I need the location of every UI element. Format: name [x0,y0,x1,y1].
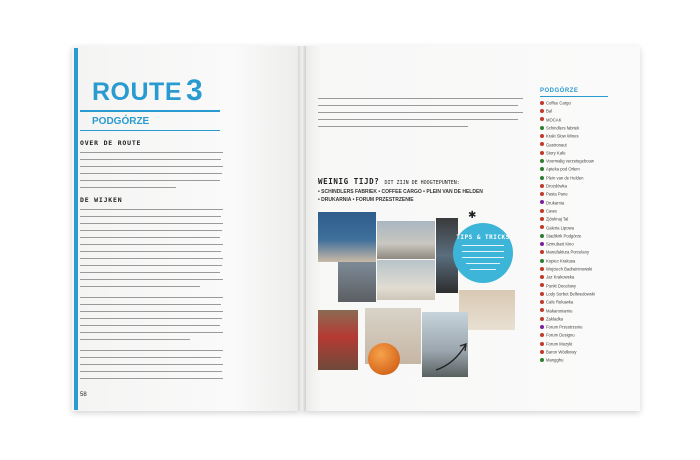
poi-list-item [540,158,594,166]
highlights-line-1: • SCHINDLERS FABRIEK • COFFEE CARGO • PLEIN VAN DE HELDEN [318,189,483,195]
route-number: 3 [186,74,204,107]
poi-marker-icon [540,117,544,121]
poi-label: Pasta Pane [546,191,568,197]
poi-marker-icon [540,350,544,354]
poi-marker-icon [540,126,544,130]
poi-label: Cawa [546,208,557,214]
poi-label: Cafe Rekawka [546,299,574,305]
poi-marker-icon [540,250,544,254]
title-rule [80,110,220,112]
poi-marker-icon [540,101,544,105]
poi-label: Forum Przestrzenie [546,324,583,330]
poi-label: Szmulseit Kino [546,241,574,247]
poi-marker-icon [540,325,544,329]
sidebar-rule [540,96,608,97]
poi-marker-icon [540,225,544,229]
poi-list-item [540,166,580,174]
poi-marker-icon [540,176,544,180]
poi-list-item [540,308,573,316]
poi-label: Apteka pod Orłem [546,166,580,172]
poi-list-item [540,258,575,266]
poi-marker-icon [540,200,544,204]
poi-list-item [540,183,567,191]
poi-list-item [540,324,583,332]
poi-list-item [540,150,566,158]
page-edge-accent [74,48,78,410]
poi-marker-icon [540,242,544,246]
poi-marker-icon [540,151,544,155]
poi-list-item [540,249,589,257]
poi-label: Forum Designu [546,332,575,338]
poi-list-item [540,225,574,233]
poi-marker-icon [540,283,544,287]
poi-label: Kraki Slow Wines [546,133,579,139]
subtitle-rule [80,130,220,131]
poi-label: Kopiec Krakusa [546,258,576,264]
poi-marker-icon [540,192,544,196]
poi-label: Lody Sorbet Bellwedowski [546,291,595,297]
route-word: ROUTE [92,78,182,106]
arrow-doodle-icon [432,336,472,376]
poi-list-item [540,200,564,208]
poi-marker-icon [540,333,544,337]
poi-list-item [540,332,575,340]
section-heading-route: OVER DE ROUTE [80,139,142,147]
poi-list-item [540,357,563,365]
poi-marker-icon [540,167,544,171]
poi-marker-icon [540,308,544,312]
poi-list-item [540,283,576,291]
highlights-heading [318,177,460,186]
poi-label: Forum Muzyki [546,341,573,347]
poi-list-item [540,233,581,241]
poi-label: Wojciech Badraininowski [546,266,593,272]
poi-marker-icon [540,159,544,163]
poi-marker-icon [540,142,544,146]
poi-list-item [540,133,579,141]
poi-label: Stadtkirk Podgórze [546,233,582,239]
poi-list-item [540,142,567,150]
poi-label: Mangghu [546,357,564,363]
poi-marker-icon [540,259,544,263]
photo-building [377,260,435,300]
tips-and-tricks-badge [453,223,513,283]
photo-courtyard [338,262,376,302]
poi-marker-icon [540,300,544,304]
highlights-title: WEINIG TIJD? [318,177,380,186]
poi-marker-icon [540,317,544,321]
poi-label: MOCAK [546,116,562,122]
poi-label: Zakladka [546,316,563,322]
poi-marker-icon [540,342,544,346]
poi-label: Gastronaut [546,141,567,147]
poi-label: Jaz Krakowska [546,274,575,280]
poi-list-item [540,208,557,216]
poi-list-item [540,349,577,357]
poi-marker-icon [540,234,544,238]
poi-list-item [540,108,552,116]
photo-red-building [318,310,358,370]
poi-label: Schindlers fabriek [546,125,580,131]
poi-label: Baron Wódkowy [546,349,577,355]
page-number: 58 [80,392,87,398]
poi-label: Galeria Lipowa [546,224,574,230]
poi-marker-icon [540,134,544,138]
poi-label: Bal [546,108,553,114]
tips-title: TIPS & TRICKS [456,234,510,241]
poi-label: Punkt Docelowy [546,282,577,288]
poi-label: Coffee Cargo [546,100,571,106]
route-title [92,76,203,106]
highlights-subtitle: DIT ZIJN DE HOOGTEPUNTEN: [384,180,460,186]
poi-label: Zjóshnaj Tal [546,216,569,222]
section-heading-wijken: DE WIJKEN [80,196,123,204]
poi-label: Drukarnia [546,199,565,205]
star-doodle-icon: ✱ [468,210,477,221]
poi-list-item [540,316,563,324]
poi-list-item [540,274,574,282]
poi-marker-icon [540,267,544,271]
poi-marker-icon [540,209,544,213]
poi-label: Drozdówka [546,183,567,189]
poi-label: Voormalig verzetsgebouw [546,158,594,164]
poi-marker-icon [540,275,544,279]
route-subtitle: PODGÓRZE [92,116,150,127]
poi-marker-icon [540,292,544,296]
poi-list-item [540,299,573,307]
photo-street-square [377,221,435,259]
poi-label: Manufaktura Porcelany [546,249,590,255]
poi-list-item [540,191,568,199]
poi-label: Story Kafe [546,150,566,156]
poi-marker-icon [540,217,544,221]
book-gutter [298,46,306,411]
poi-label: Plein van de Helden [546,175,584,181]
poi-marker-icon [540,358,544,362]
poi-marker-icon [540,184,544,188]
poi-list-item [540,117,561,125]
poi-list-item [540,291,595,299]
poi-list-item [540,241,574,249]
sidebar-title: PODGÓRZE [540,88,579,94]
poi-list-item [540,125,579,133]
photo-crowd [318,212,376,262]
poi-list-item [540,341,572,349]
orange-sphere-shape [368,343,400,375]
poi-list-item [540,175,583,183]
poi-marker-icon [540,109,544,113]
poi-label: Makaroniarnie [546,307,573,313]
poi-list-item [540,100,571,108]
poi-list-item [540,216,568,224]
highlights-line-2: • DRUKARNIA • FORUM PRZESTRZENIE [318,197,414,203]
poi-list-item [540,266,592,274]
